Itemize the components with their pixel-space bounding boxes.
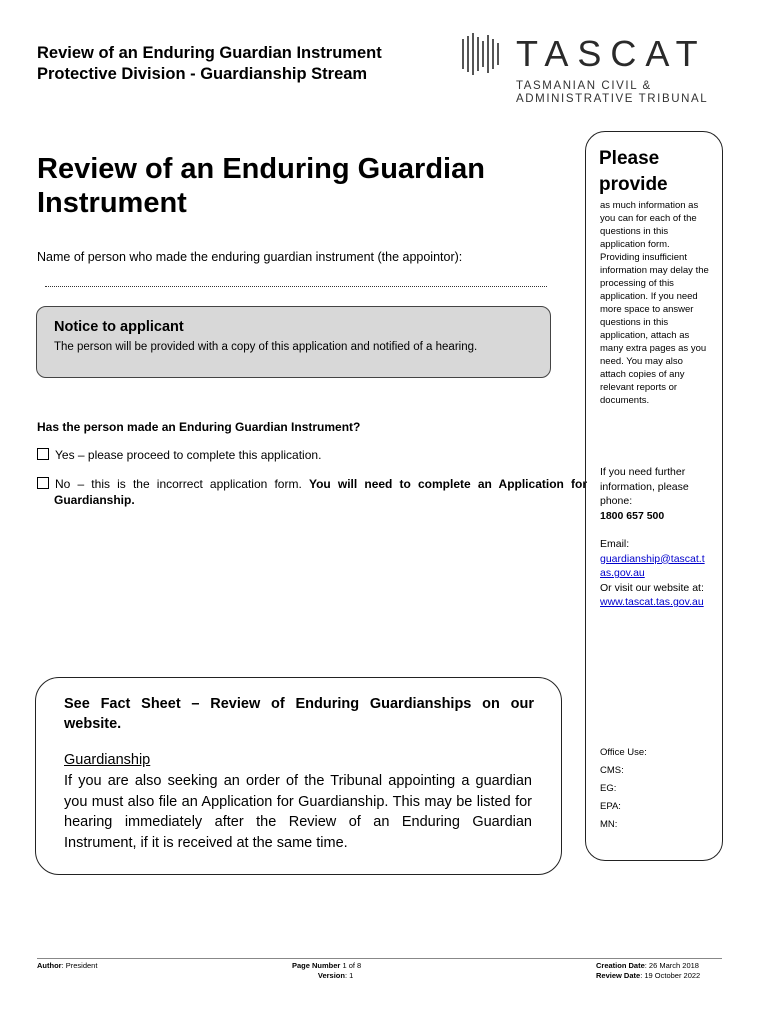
version-label: Version: [317, 971, 345, 980]
please-provide-heading: [599, 146, 668, 198]
creation-date-value: : 26 March 2018: [644, 961, 699, 970]
appointor-label: Name of person who made the enduring guardian instrument (the appointor):: [37, 250, 463, 264]
page-title: Review of an Enduring Guardian Instrument: [37, 153, 485, 219]
contact-info: [600, 465, 710, 610]
phone-number: 1800 657 500: [600, 509, 665, 522]
author-value: : President: [61, 961, 98, 970]
footer-dates: [596, 961, 700, 981]
email-link[interactable]: guardianship@tascat.tas.gov.au: [600, 552, 705, 579]
option-no-label: No – this is the incorrect application form.: [55, 477, 309, 491]
review-date-value: : 19 October 2022: [640, 971, 701, 980]
form-header: [37, 43, 382, 85]
page-number-value: 1 of 8: [340, 961, 362, 970]
option-no: [37, 476, 587, 508]
tascat-logo-icon: [462, 33, 500, 75]
provide-word: provide: [599, 174, 668, 195]
footer-author: [37, 961, 97, 971]
info-sidebar: [585, 131, 723, 861]
logo-subtitle-line-2: ADMINISTRATIVE TRIBUNAL: [516, 93, 709, 105]
author-label: Author: [37, 961, 62, 970]
footer-page-info: [292, 961, 361, 981]
email-label: Email:: [600, 538, 630, 550]
header-line-1: Review of an Enduring Guardian Instrument: [37, 44, 382, 62]
appointor-name-field[interactable]: [45, 286, 547, 287]
no-checkbox[interactable]: [37, 477, 49, 489]
egi-question: Has the person made an Enduring Guardian Instrument?: [37, 420, 361, 434]
office-use-label: Office Use:: [600, 747, 647, 758]
version-value: : 1: [344, 971, 354, 980]
review-date-label: Review Date: [596, 971, 641, 980]
footer-divider: [37, 958, 722, 959]
notice-box: [36, 306, 551, 378]
office-eg: EG:: [600, 783, 617, 794]
office-cms: CMS:: [600, 765, 624, 776]
office-mn: MN:: [600, 819, 618, 830]
fact-sheet-heading: See Fact Sheet – Review of Enduring Guardianships on our website.: [64, 696, 534, 732]
logo-wordmark: TASCAT: [516, 33, 707, 74]
header-line-2: Protective Division - Guardianship Stream: [37, 65, 368, 83]
option-no-bold: You will need to complete an Application for Guardianship.: [54, 477, 587, 507]
guardianship-heading: Guardianship: [64, 752, 151, 768]
office-epa: EPA:: [600, 801, 621, 812]
further-info-text: If you need further information, please phone:: [600, 466, 689, 507]
website-link[interactable]: www.tascat.tas.gov.au: [600, 596, 704, 608]
option-yes-label: Yes – please proceed to complete this application.: [55, 448, 322, 462]
notice-title: Notice to applicant: [54, 319, 184, 335]
creation-date-label: Creation Date: [596, 961, 645, 970]
office-use: [600, 744, 647, 834]
visit-website-text: Or visit our website at:: [600, 581, 704, 594]
notice-text: The person will be provided with a copy of this application and notified of a hearing.: [54, 341, 478, 353]
logo-subtitle: [516, 80, 708, 106]
fact-sheet-box: [35, 677, 562, 875]
page-number-label: Page Number: [292, 961, 341, 970]
logo-subtitle-line-1: TASMANIAN CIVIL &: [516, 80, 652, 92]
option-yes: [37, 447, 321, 463]
please-word: Please: [599, 148, 660, 169]
guardianship-text: If you are also seeking an order of the Tribunal appointing a guardian you must also file an Application for Guardianship. This may be listed for hearing immediately after the Review of an Enduring Guardian Instrument, if it is received at the same time.: [64, 773, 532, 851]
sidebar-info-text: as much information as you can for each of the questions in this application form. Providing insufficient information may delay the processing of this application. If you need more space to answer questions in this application, attach as many extra pages as you need. You may also attach copies of any relevant reports or documents.: [600, 200, 709, 406]
yes-checkbox[interactable]: [37, 448, 49, 460]
